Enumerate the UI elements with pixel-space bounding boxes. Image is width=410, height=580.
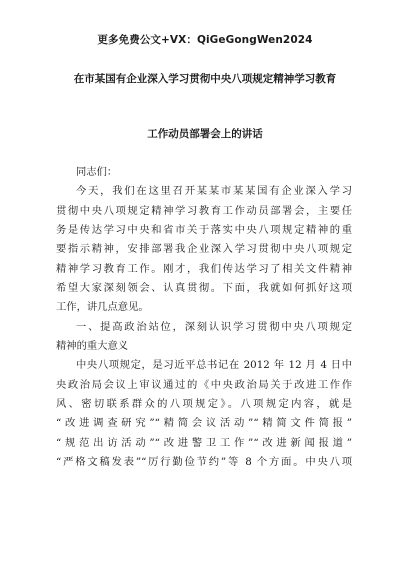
paragraph-1-line: 务是传达学习中央和省市关于落实中央八项规定精神的重 (56, 224, 352, 237)
paragraph-1-line: 希望大家深刻领会、认真贯彻。下面，我就如何抓好这项 (56, 282, 352, 295)
document-header: 更多免费公文+VX：QiGeGongWen2024 (97, 34, 313, 46)
section-1-heading-line: 一、提高政治站位，深刻认识学习贯彻中央八项规定 (76, 320, 352, 333)
paragraph-2-line: “改进调查研究”“精简会议活动”“精简文件简报” (56, 417, 352, 430)
paragraph-2-line: 中央八项规定，是习近平总书记在 2012 年 12 月 4 日中 (76, 359, 352, 372)
document-title-line-1: 在市某国有企业深入学习贯彻中央八项规定精神学习教育 (73, 73, 337, 85)
document-title-line-2: 工作动员部署会上的讲话 (147, 128, 263, 140)
paragraph-1-line: 要指示精神，安排部署我企业深入学习贯彻中央八项规定 (56, 243, 352, 256)
paragraph-1-line: 工作，讲几点意见。 (56, 301, 149, 314)
paragraph-2-line: 风、密切联系群众的八项规定》。八项规定内容，就是 (56, 398, 352, 411)
paragraph-1-line: 贯彻中央八项规定精神学习教育工作动员部署会，主要任 (56, 204, 352, 217)
speech-body (56, 163, 352, 473)
paragraph-2-line: 央政治局会议上审议通过的《中央政治局关于改进工作作 (56, 378, 352, 391)
paragraph-2-line: “规范出访活动”“改进警卫工作”“改进新闻报道” (56, 436, 352, 449)
salutation: 同志们： (76, 166, 118, 178)
paragraph-1-line: 今天，我们在这里召开某某市某某国有企业深入学习 (76, 185, 352, 198)
paragraph-2-line: “严格文稿发表”“厉行勤俭节约”等 8 个方面。中央八项 (56, 456, 352, 469)
section-1-heading-line: 精神的重大意义 (56, 340, 129, 353)
paragraph-1-line: 精神学习教育工作。刚才，我们传达学习了相关文件精神 (56, 262, 352, 275)
